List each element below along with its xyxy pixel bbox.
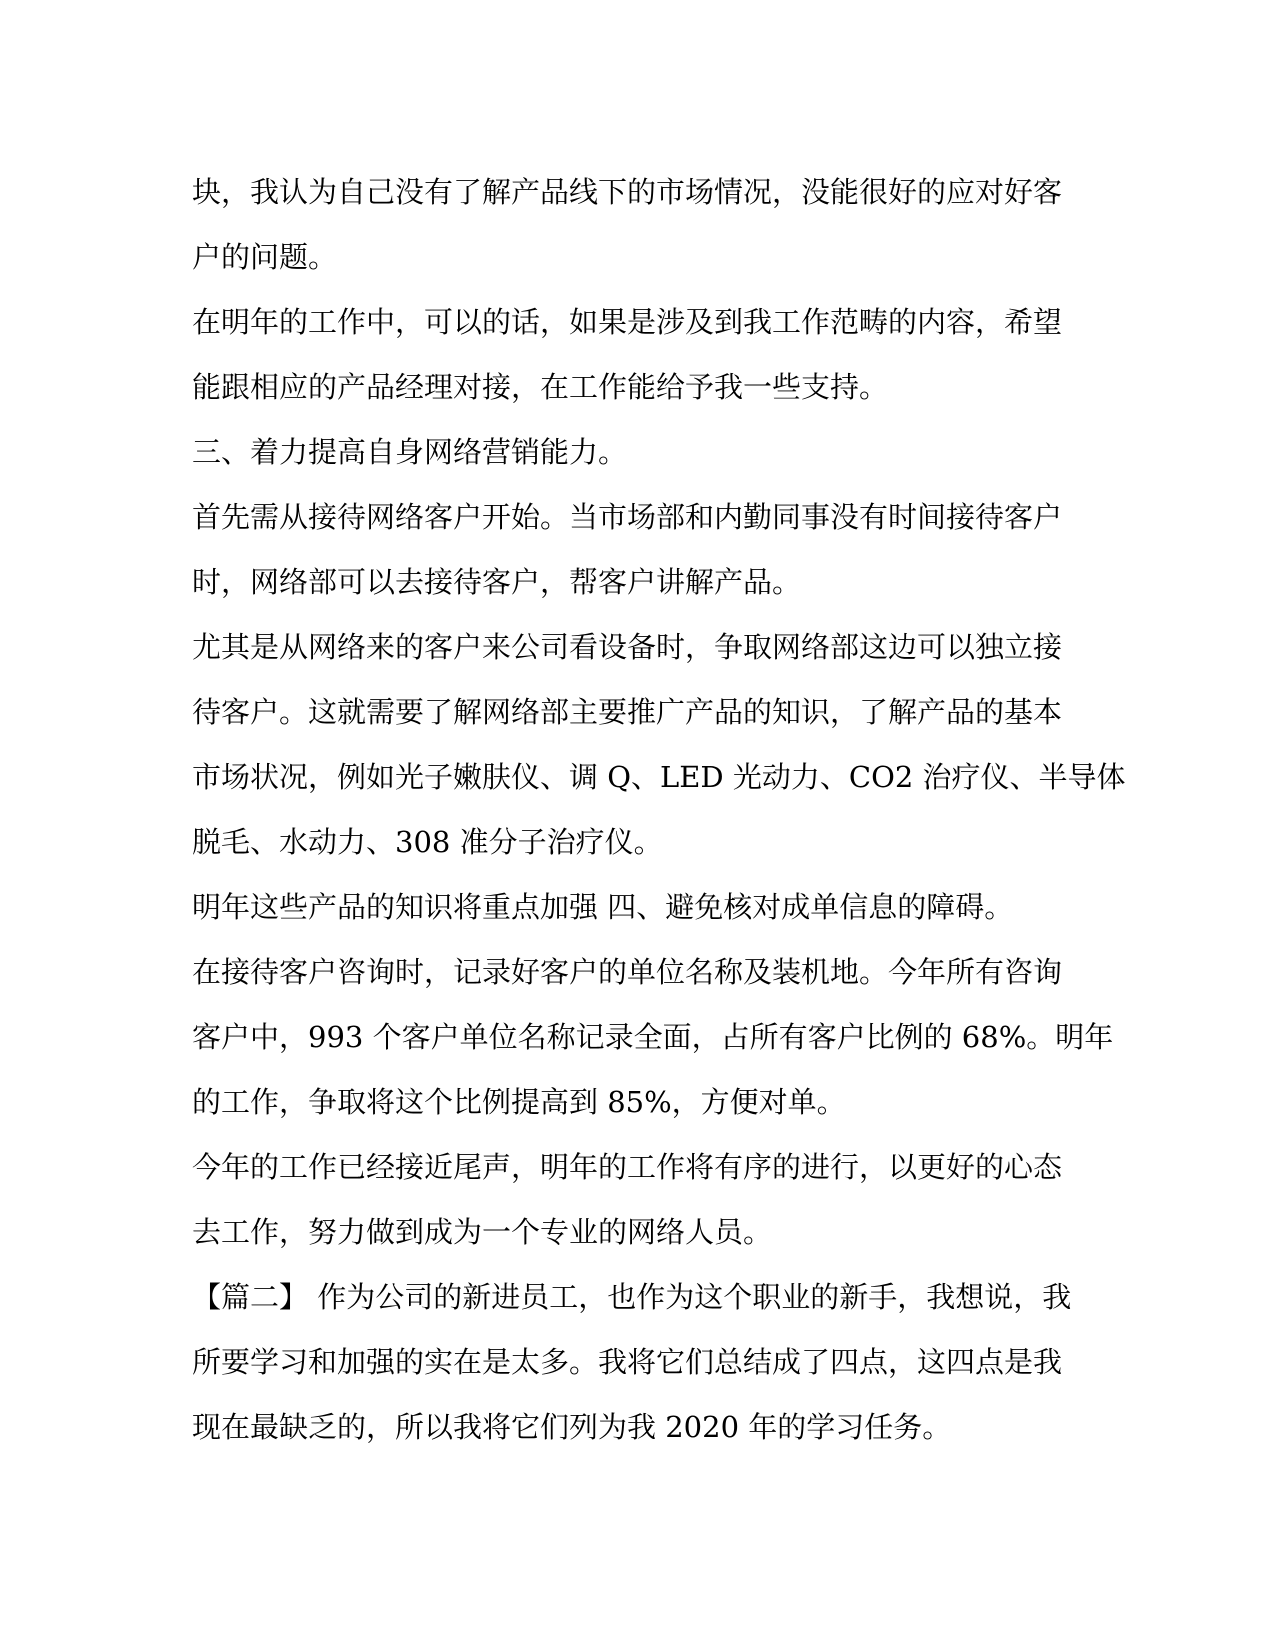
text-line: 尤其是从网络来的客户来公司看设备时，争取网络部这边可以独立接: [192, 630, 1063, 664]
section-heading: 三、着力提高自身网络营销能力。: [192, 435, 628, 469]
text-line: 所要学习和加强的实在是太多。我将它们总结成了四点，这四点是我: [192, 1345, 1063, 1379]
text-line: 待客户。这就需要了解网络部主要推广产品的知识，了解产品的基本: [192, 695, 1063, 729]
text-line: 块，我认为自己没有了解产品线下的市场情况，没能很好的应对好客: [192, 175, 1063, 209]
document-body: [192, 160, 1126, 1460]
text-line: 的工作，争取将这个比例提高到 85%，方便对单。: [192, 1085, 846, 1119]
text-line: 时，网络部可以去接待客户，帮客户讲解产品。: [192, 565, 802, 599]
text-line: 在接待客户咨询时，记录好客户的单位名称及装机地。今年所有咨询: [192, 955, 1063, 989]
text-line: 脱毛、水动力、308 准分子治疗仪。: [192, 825, 663, 859]
text-line: 现在最缺乏的，所以我将它们列为我 2020 年的学习任务。: [192, 1410, 952, 1444]
text-line: 明年这些产品的知识将重点加强 四、避免核对成单信息的障碍。: [192, 890, 1014, 924]
text-line: 客户中，993 个客户单位名称记录全面，占所有客户比例的 68%。明年: [192, 1020, 1114, 1054]
text-line: 能跟相应的产品经理对接，在工作能给予我一些支持。: [192, 370, 889, 404]
text-line: 今年的工作已经接近尾声，明年的工作将有序的进行，以更好的心态: [192, 1150, 1063, 1184]
text-line: 【篇二】 作为公司的新进员工，也作为这个职业的新手，我想说，我: [192, 1280, 1072, 1314]
text-line: 去工作，努力做到成为一个专业的网络人员。: [192, 1215, 773, 1249]
text-line: 户的问题。: [192, 240, 338, 274]
text-line: 首先需从接待网络客户开始。当市场部和内勤同事没有时间接待客户: [192, 500, 1063, 534]
text-line: 在明年的工作中，可以的话，如果是涉及到我工作范畴的内容，希望: [192, 305, 1063, 339]
text-line: 市场状况，例如光子嫩肤仪、调 Q、LED 光动力、CO2 治疗仪、半导体: [192, 760, 1126, 794]
